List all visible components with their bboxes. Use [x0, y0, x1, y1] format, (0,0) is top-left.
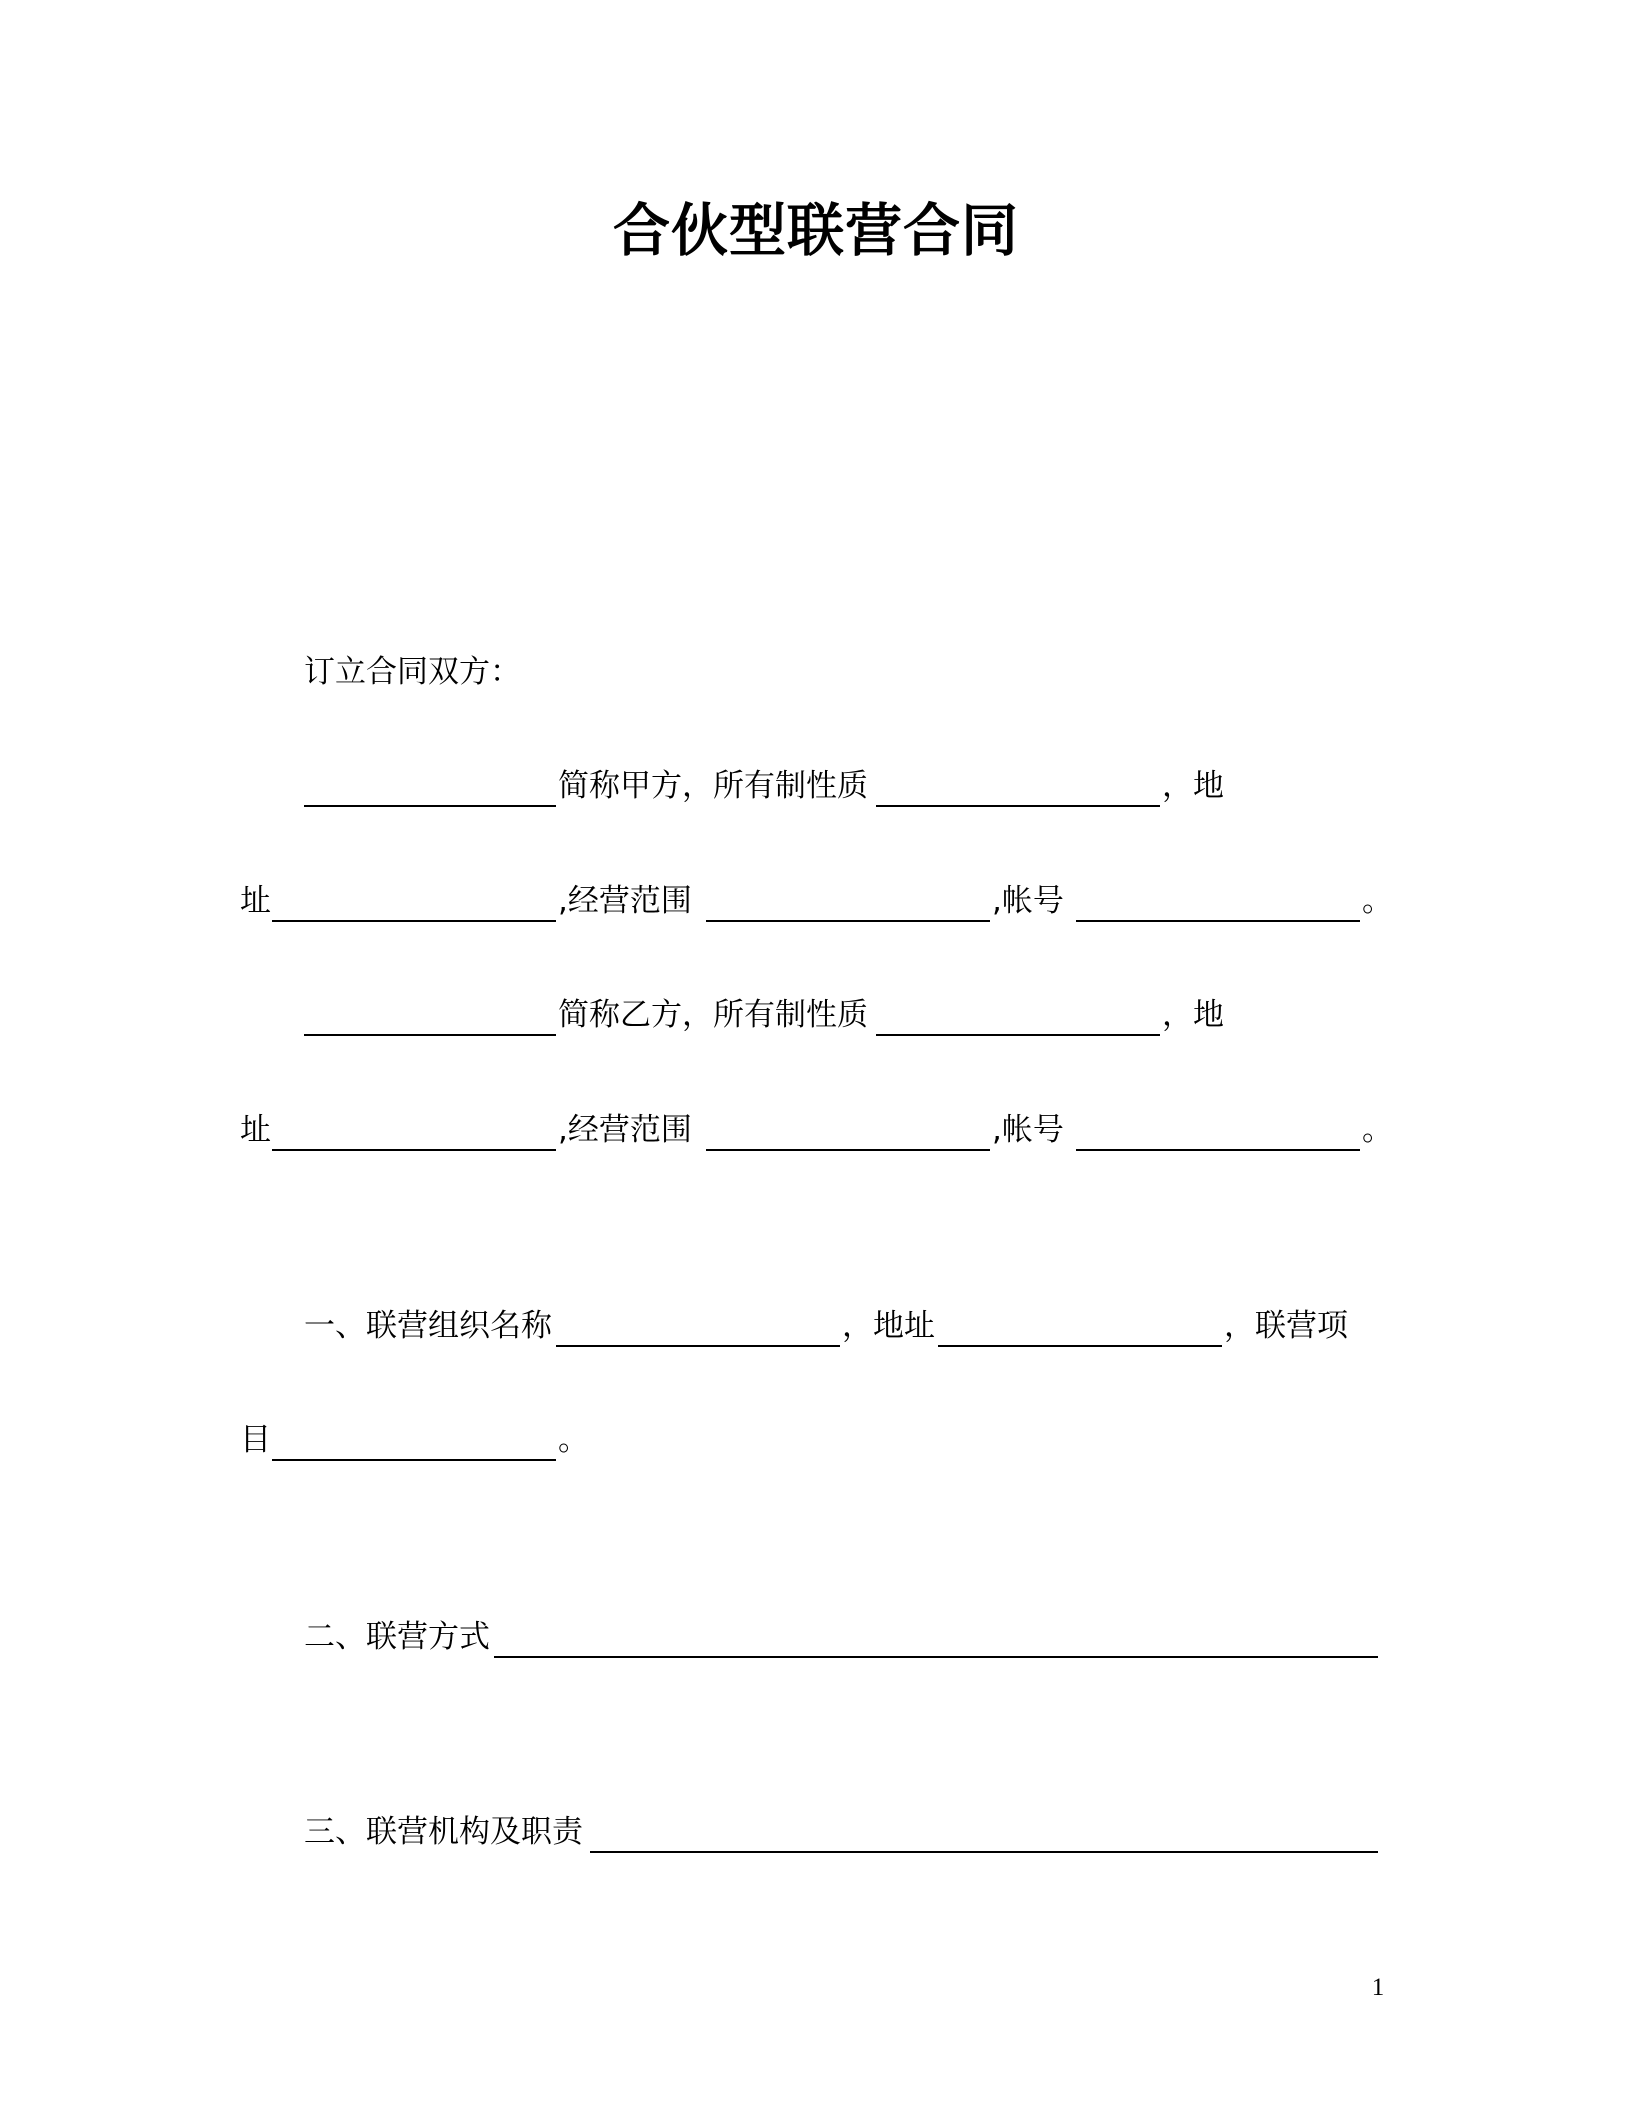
- party-b-scope-blank[interactable]: [706, 1149, 990, 1151]
- party-a-address-tail: ，地: [1162, 768, 1224, 804]
- section1-project-head: 目: [240, 1422, 271, 1458]
- section1-line-1: [304, 1304, 1404, 1348]
- party-b-account: ,帐号: [992, 1112, 1064, 1148]
- intro-text: 订立合同双方：: [304, 654, 521, 690]
- party-a-name-blank[interactable]: [304, 805, 556, 807]
- party-b-account-blank[interactable]: [1076, 1149, 1360, 1151]
- section1-project-tail: ，联营项: [1224, 1308, 1348, 1344]
- party-b-end-mark: 。: [1362, 1112, 1393, 1148]
- contract-title: 合伙型联营合同: [613, 198, 1019, 264]
- party-a-end-mark: 。: [1362, 883, 1393, 919]
- party-b-address-head: 址: [240, 1112, 271, 1148]
- section2-line: [304, 1615, 1384, 1659]
- section1-end-mark: 。: [558, 1422, 589, 1458]
- party-a-business-scope: ,经营范围: [558, 883, 692, 919]
- section3-line: [304, 1810, 1384, 1854]
- intro-line: [304, 650, 604, 694]
- party-b-line-1: [304, 993, 1244, 1037]
- party-b-business-scope: ,经营范围: [558, 1112, 692, 1148]
- section1-address: ，地址: [842, 1308, 935, 1344]
- org-name-blank[interactable]: [556, 1345, 840, 1347]
- page-number: 1: [1371, 1974, 1385, 2001]
- party-a-account: ,帐号: [992, 883, 1064, 919]
- party-b-name-blank[interactable]: [304, 1034, 556, 1036]
- party-a-address-head: 址: [240, 883, 271, 919]
- org-address-blank[interactable]: [938, 1345, 1222, 1347]
- party-a-short-name: 简称甲方，所有制性质: [558, 768, 868, 804]
- agency-duties-blank[interactable]: [590, 1851, 1378, 1853]
- party-a-line-2: [240, 879, 1400, 923]
- party-b-ownership-blank[interactable]: [876, 1034, 1160, 1036]
- party-b-address-blank[interactable]: [272, 1149, 556, 1151]
- section1-heading: 一、联营组织名称: [304, 1308, 552, 1344]
- joint-method-blank[interactable]: [494, 1656, 1378, 1658]
- project-blank[interactable]: [272, 1459, 556, 1461]
- party-b-short-name: 简称乙方，所有制性质: [558, 997, 868, 1033]
- party-b-line-2: [240, 1108, 1400, 1152]
- party-a-scope-blank[interactable]: [706, 920, 990, 922]
- section2-heading: 二、联营方式: [304, 1619, 490, 1655]
- section1-line-2: [240, 1418, 640, 1462]
- party-b-address-tail: ，地: [1162, 997, 1224, 1033]
- section3-heading: 三、联营机构及职责: [304, 1814, 583, 1850]
- party-a-ownership-blank[interactable]: [876, 805, 1160, 807]
- party-a-line-1: [304, 764, 1244, 808]
- party-a-address-blank[interactable]: [272, 920, 556, 922]
- party-a-account-blank[interactable]: [1076, 920, 1360, 922]
